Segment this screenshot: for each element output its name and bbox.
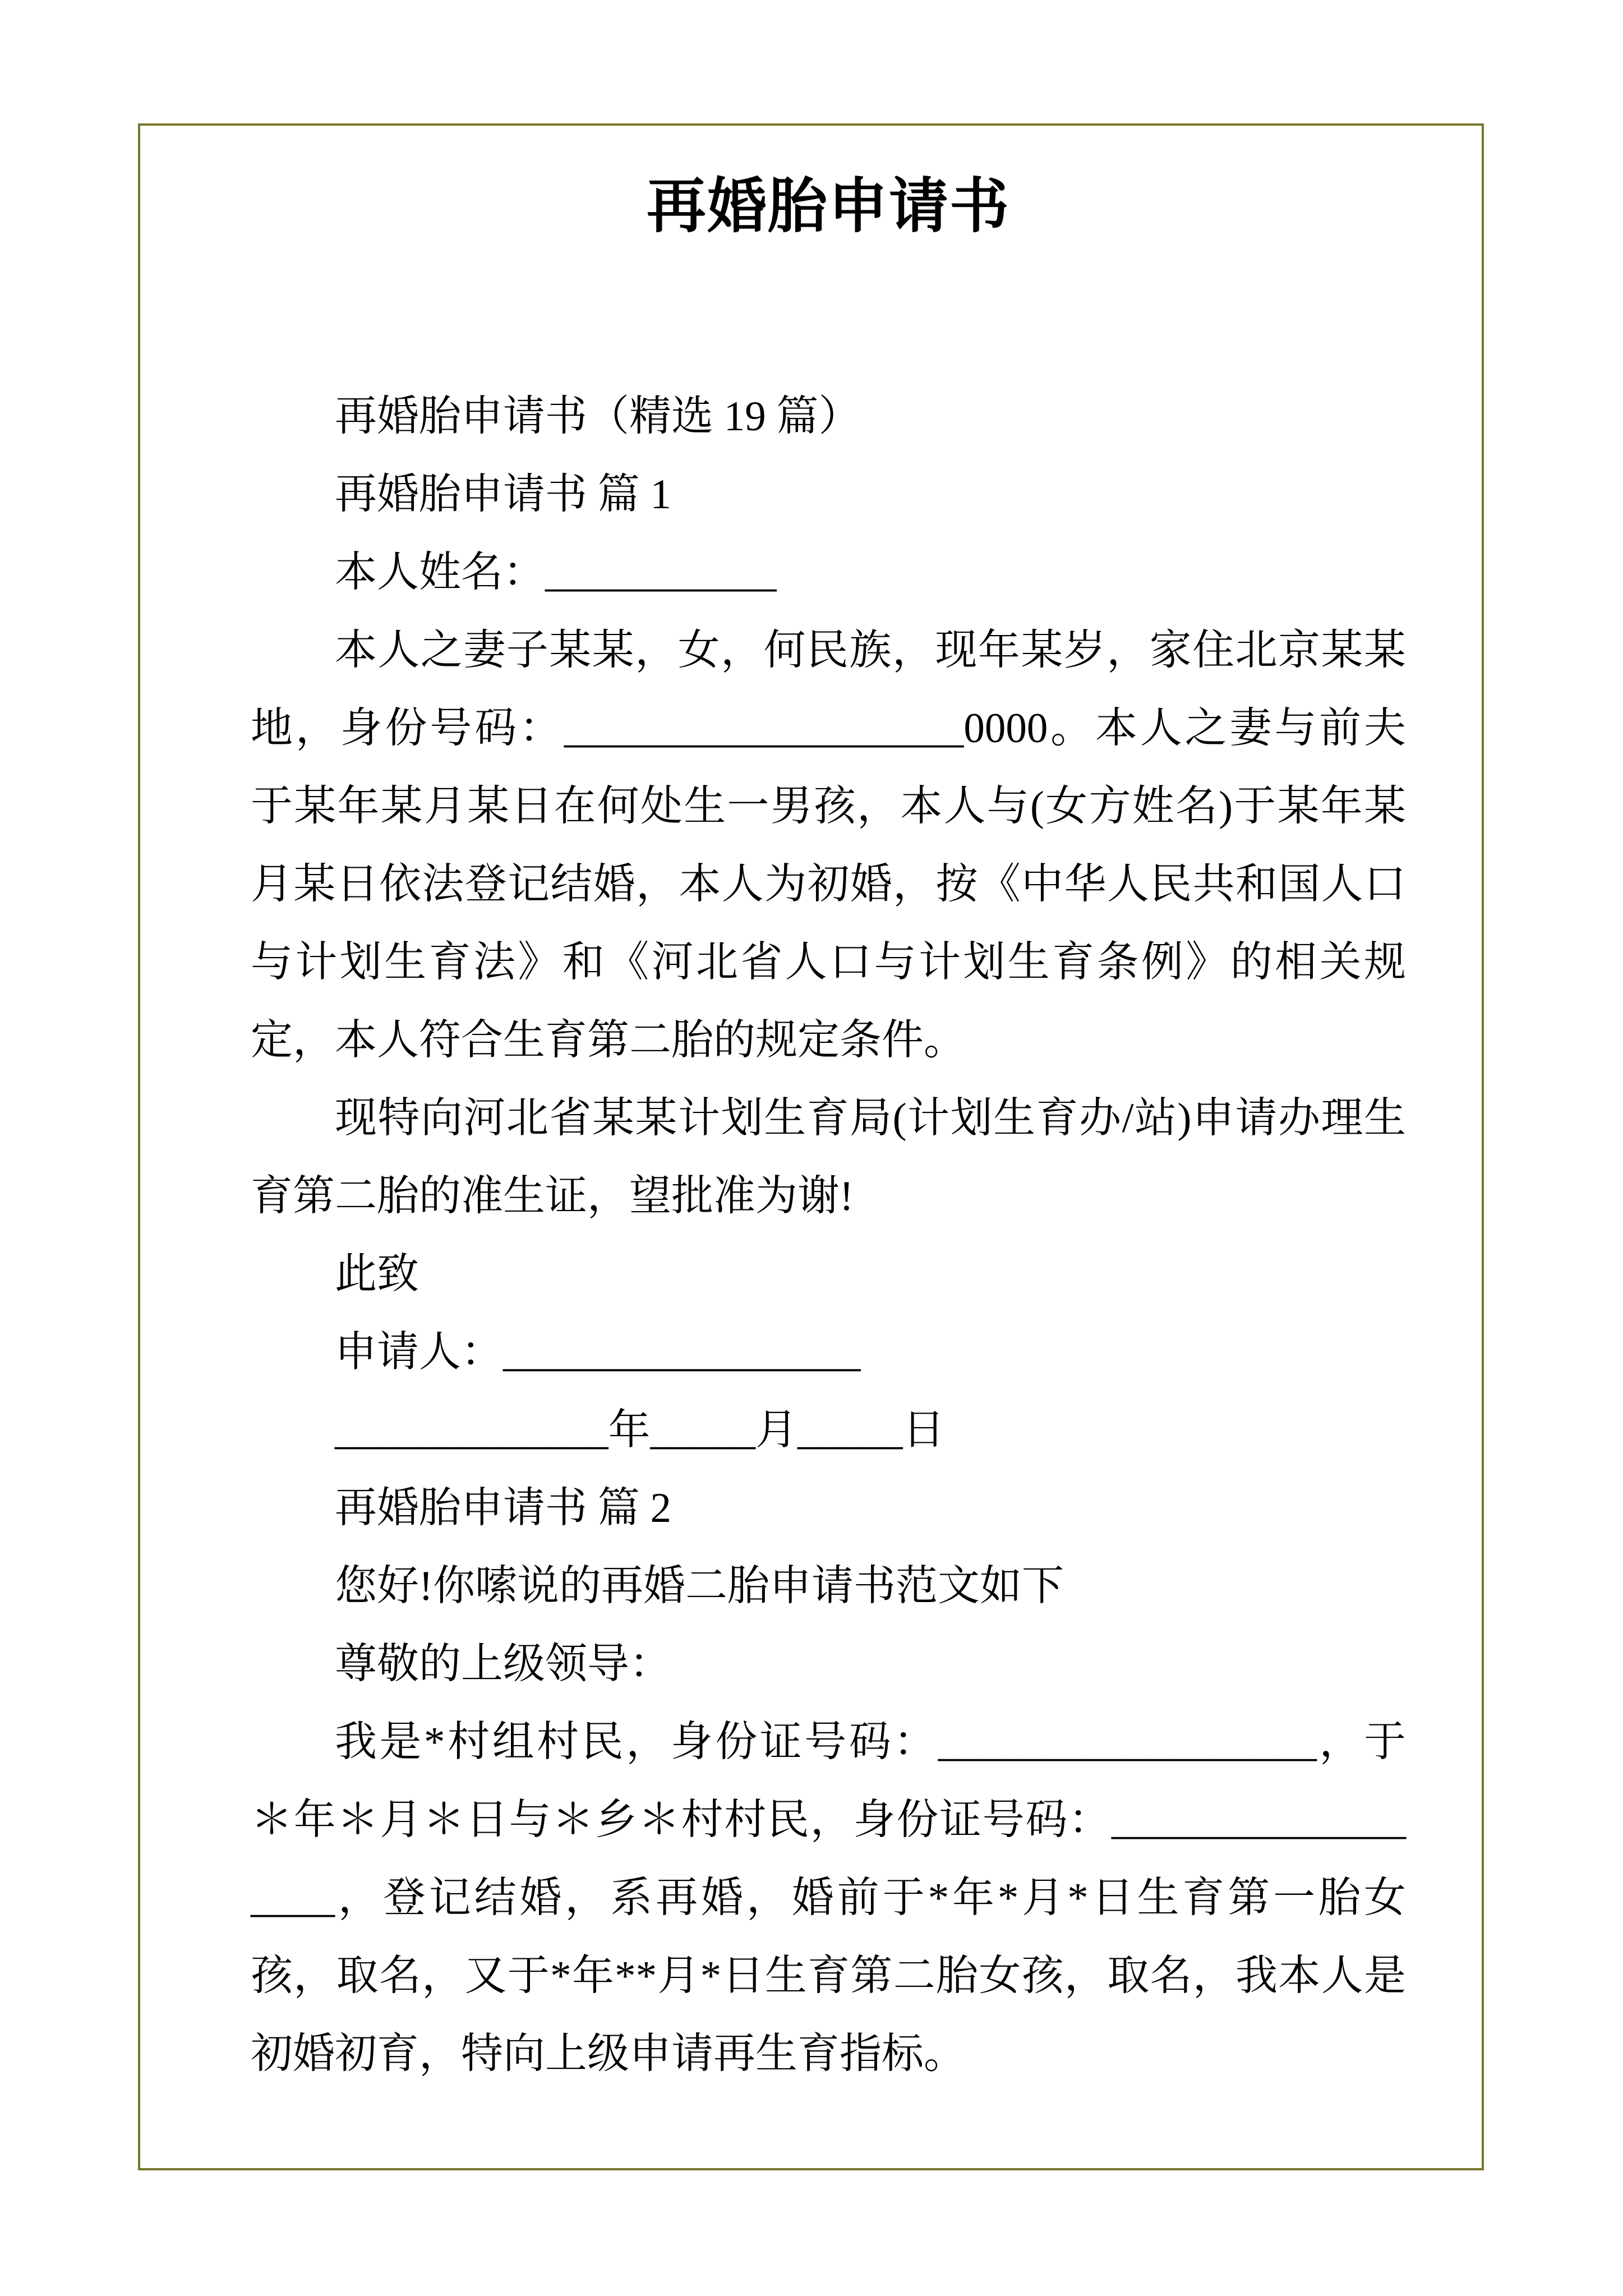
paragraph-villager-details: 我是*村组村民，身份证号码：__________________，于＊年＊月＊日与＊乡＊村村民，身份证号码：__________________，登记结婚，系再婚，婚前于*年*月*日生育第一胎女孩，取名，又于*年**月*日生育第二胎女孩，取名，我本人是初婚初育，特向上级申请再生育指标。: [251, 1718, 1406, 2077]
paragraph-section-1-title: 再婚胎申请书 篇 1: [335, 471, 672, 518]
paragraph-application-request: 现特向河北省某某计划生育局(计划生育办/站)申请办理生育第二胎的准生证，望批准为谢!: [251, 1094, 1406, 1220]
paragraph-heading-selection: 再婚胎申请书（精选 19 篇）: [335, 393, 861, 440]
paragraph-date-line: _____________年_____月_____日: [335, 1406, 945, 1453]
paragraph-applicant-name: 本人姓名：___________: [335, 549, 777, 596]
paragraph-wife-details: 本人之妻子某某，女，何民族，现年某岁，家住北京某某地，身份号码：___________________0000。本人之妻与前夫于某年某月某日在何处生一男孩，本人与(女方姓名)于某年某月某日依法登记结婚，本人为初婚，按《中华人民共和国人口与计划生育法》和《河北省人口与计划生育条例》的相关规定，本人符合生育第二胎的规定条件。: [251, 627, 1406, 1064]
paragraph-addressee: 尊敬的上级领导：: [335, 1640, 672, 1687]
document-title: 再婚胎申请书: [647, 174, 1010, 240]
paragraph-section-2-title: 再婚胎申请书 篇 2: [335, 1484, 672, 1531]
paragraph-greeting-note: 您好!你嗦说的再婚二胎申请书范文如下: [335, 1562, 1064, 1609]
paragraph-applicant-signature: 申请人：_________________: [335, 1328, 861, 1375]
document-body: [251, 378, 1406, 2093]
document-content: [251, 168, 1406, 2093]
paragraph-salute: 此致: [335, 1250, 419, 1297]
